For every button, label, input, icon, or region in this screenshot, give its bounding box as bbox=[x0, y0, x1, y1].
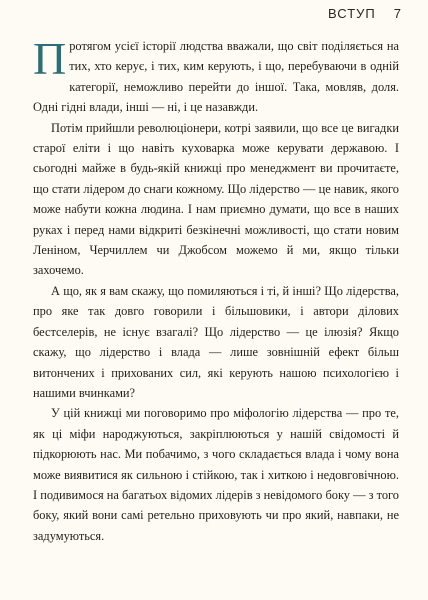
page-number: 7 bbox=[393, 6, 402, 21]
paragraph-2: Потім прийшли революціонери, котрі заявили, що все це вигадки старої еліти і що навіть куховарка може керувати державою. І сьогодні майже в будь-якій книжці про менеджмент ви прочитаєте, що стати лідером до снаги кожному. Що лідерство — це навик, якого може набути кожна людина. І нам приємно думати, що все в наших руках і перед нами відкриті безкінечні можливості, що стати новим Леніном, Черчиллем чи Джобсом можемо й ми, якщо тільки захочемо. bbox=[33, 120, 399, 278]
paragraph-1-text: ротягом усієї історії людства вважали, що світ поділяється на тих, хто керує, і тих, ким керують, і що, перебуваючи в одній категорії, неможливо перейти до іншої. Така, мовляв, доля. Одні гідні влади, інші — ні, і це назавжди. bbox=[33, 39, 399, 115]
paragraph-1 bbox=[33, 33, 399, 118]
section-title: ВСТУП bbox=[328, 6, 376, 21]
paragraph-4: У цій книжці ми поговоримо про міфологію лідерства — про те, як ці міфи народжуються, закріплюються у нашій свідомості й підкорюють нас. Ми побачимо, з чого складається влада і чому вона може виявитися як сильною і стійкою, так і хиткою і недовговічною. І подивимося на багатьох відомих лідерів з невідомого боку — з того боку, який вони самі ретельно приховують чи про який, навпаки, не задумуються. bbox=[33, 406, 399, 543]
drop-cap: П bbox=[33, 33, 67, 84]
body-text bbox=[33, 33, 399, 546]
running-header bbox=[328, 6, 402, 21]
paragraph-3: А що, як я вам скажу, що помиляються і ті, й інші? Що лідерства, про яке так довго говорили і більшовики, і автори ділових бестселерів, не існує взагалі? Що лідерство — це ілюзія? Якщо скажу, що лідерство і влада — лише зовнішній ефект більш витончених і прихованих сил, які керують нашою психологією і нашими вчинками? bbox=[33, 283, 399, 400]
